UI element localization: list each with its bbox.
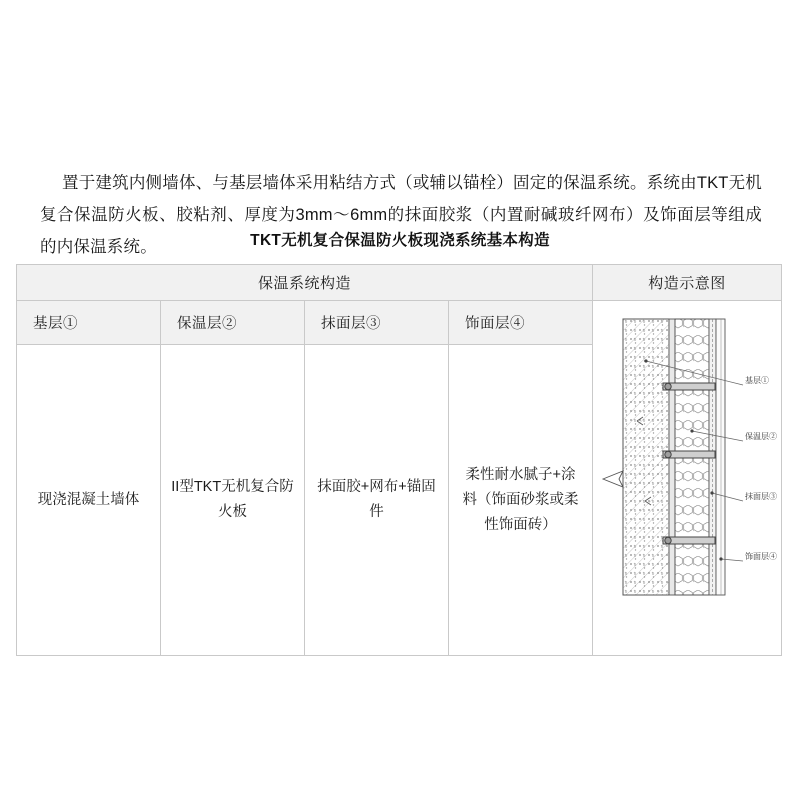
callout-plaster: 抹面层③: [745, 492, 777, 501]
table-title: TKT无机复合保温防火板现浇系统基本构造: [250, 232, 550, 249]
intro-text: 置于建筑内侧墙体、与基层墙体采用粘结方式（或辅以锚栓）固定的保温系统。系统由TKT无机复合保温防火板、胶粘剂、厚度为3mm～6mm的抹面胶浆（内置耐碱玻纤网布）及饰面层等组成的内保温系统。: [40, 173, 762, 256]
column-header-finish: 饰面层④: [465, 316, 525, 332]
column-header-row: [17, 301, 592, 345]
cell-base: 现浇混凝土墙体: [17, 345, 161, 655]
column-header-base: 基层①: [17, 301, 161, 344]
system-structure-column: [17, 265, 593, 655]
group-header-system: 保温系统构造: [17, 265, 592, 301]
diagram-cell: [593, 301, 781, 655]
cell-plaster: 抹面胶+网布+锚固件: [305, 345, 449, 655]
diagram-column: [593, 265, 781, 655]
group-header-diagram: 构造示意图: [593, 265, 781, 301]
callout-insulation: 保温层②: [745, 432, 777, 441]
column-header-insulation: 保温层②: [161, 301, 305, 344]
cell-insulation: II型TKT无机复合防火板: [161, 345, 305, 655]
wall-section-diagram: [593, 301, 781, 613]
cell-finish: 柔性耐水腻子+涂料（饰面砂浆或柔性饰面砖）: [462, 466, 579, 533]
callout-finish: 饰面层④: [745, 552, 777, 561]
construction-table: [16, 264, 782, 656]
column-header-plaster: 抹面层③: [305, 301, 449, 344]
table-row: [17, 345, 592, 655]
callout-base: 基层①: [745, 376, 769, 385]
